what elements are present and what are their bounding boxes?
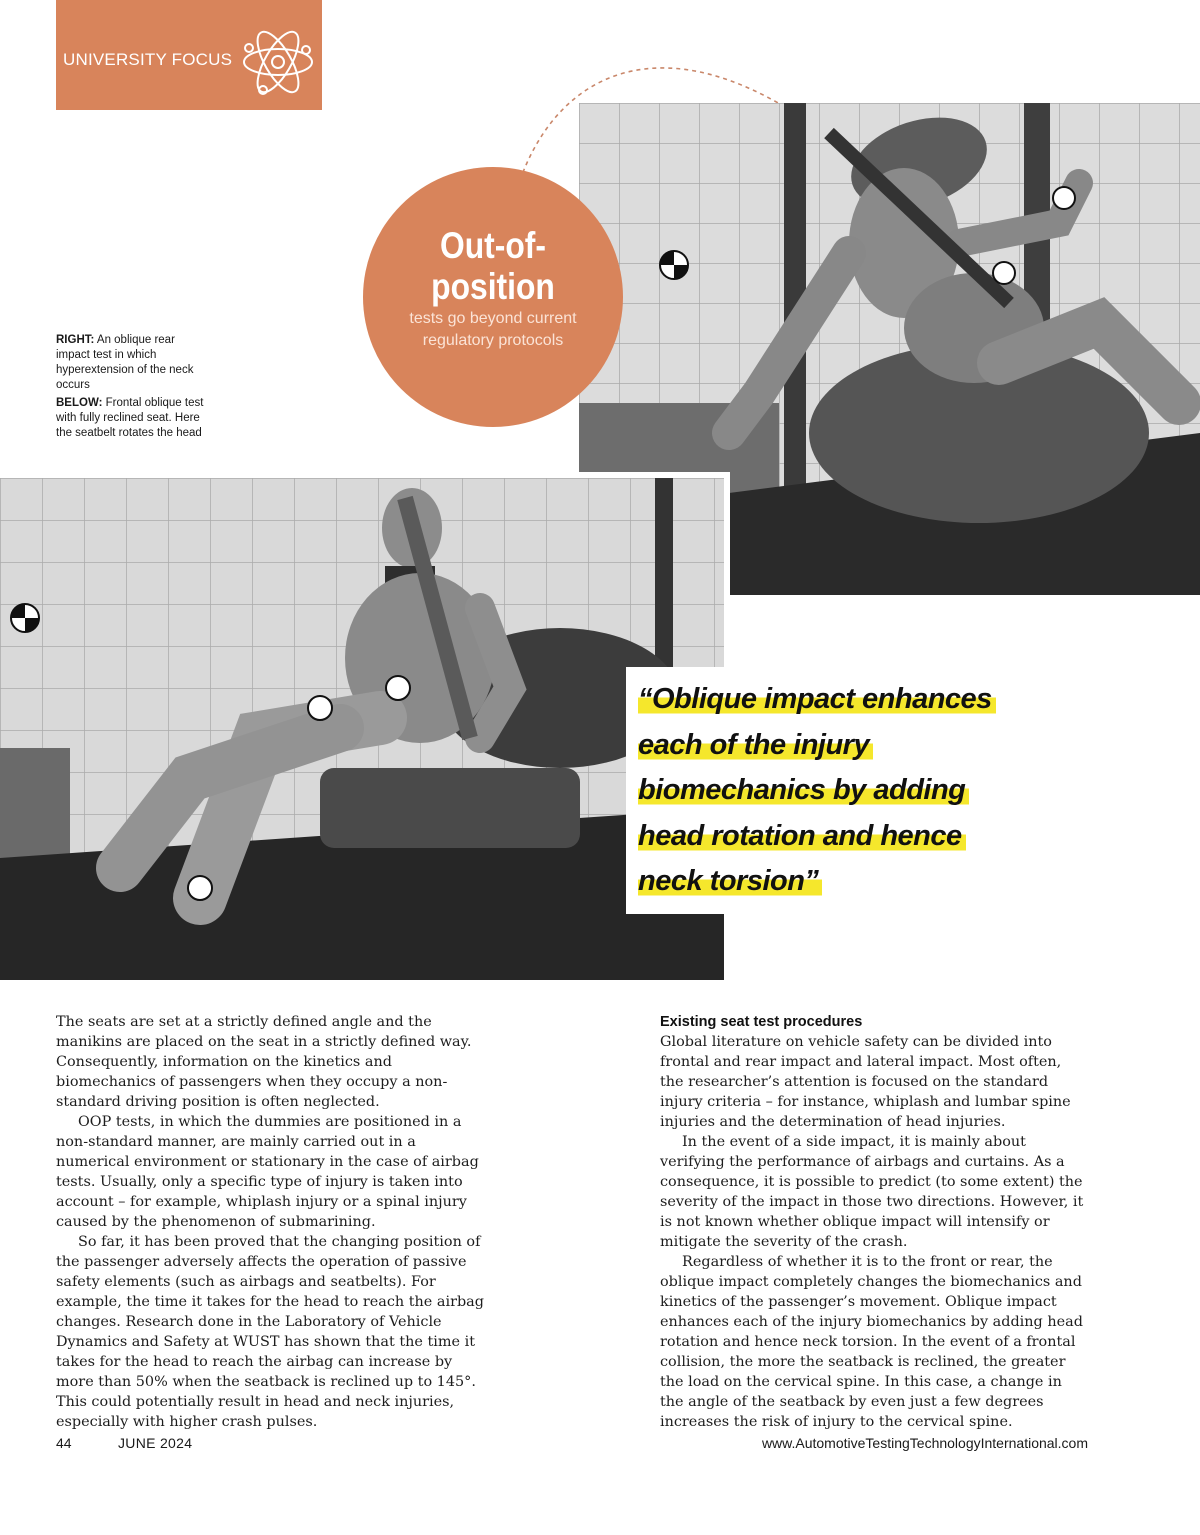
body-paragraph: Global literature on vehicle safety can be divided into frontal and rear impact and lateral impact. Most often, the researcher’s attention is focused on the standard injury criteria – for instance, whiplash and lumbar spine injuries and the determination of head injuries.	[660, 1034, 1071, 1130]
caption-below: BELOW: Frontal oblique test with fully reclined seat. Here the seatbelt rotates the head	[56, 397, 204, 439]
body-paragraph: In the event of a side impact, it is mainly about verifying the performance of airbags and curtains. As a consequence, it is possible to predict (to some extent) the severity of the impact in those two directions. However, it is not known whether oblique impact will intensify or mitigate the severity of the crash.	[660, 1134, 1084, 1250]
body-column-left	[56, 1012, 484, 1432]
callout-headline: Out-of-position	[431, 225, 555, 307]
callout-circle	[363, 167, 623, 427]
body-paragraph: The seats are set at a strictly defined angle and the manikins are placed on the seat in a strictly defined way. Consequently, information on the kinetics and biomechanics of passengers when they occupy a non-standard driving position is often neglected.	[56, 1014, 472, 1110]
body-paragraph: So far, it has been proved that the changing position of the passenger adversely affects the operation of passive safety elements (such as airbags and seatbelts). For example, the time it takes for the head to reach the airbag changes. Research done in the Laboratory of Vehicle Dynamics and Safety at WUST has shown that the time it takes for the head to reach the airbag can increase by more than 50% when the seatback is reclined up to 145°. This could potentially result in head and neck injuries, especially with higher crash pulses.	[56, 1234, 484, 1430]
body-paragraph: Regardless of whether it is to the front or rear, the oblique impact completely changes the biomechanics and kinetics of the passenger’s movement. Oblique impact enhances each of the injury biomechanics by adding head rotation and hence neck torsion. In the event of a frontal collision, the more the seatback is reclined, the greater the load on the cervical spine. In this case, a change in the angle of the seatback by even just a few degrees increases the risk of injury to the cervical spine.	[660, 1254, 1083, 1430]
pull-quote	[638, 677, 1048, 905]
issue-date: JUNE 2024	[118, 1435, 193, 1451]
photo-frontal-oblique-reclined	[0, 472, 730, 980]
subheading: Existing seat test procedures	[660, 1014, 863, 1030]
quote-line: neck torsion”	[638, 865, 822, 897]
callout-subtext: tests go beyond current regulatory protocols	[409, 310, 577, 349]
quote-line: each of the injury	[638, 729, 873, 761]
section-tag	[56, 0, 322, 110]
body-column-right	[660, 1012, 1088, 1432]
caption-right: RIGHT: An oblique rear impact test in which hyperextension of the neck occurs	[56, 334, 194, 391]
pull-quote-box	[626, 667, 1046, 914]
photo-captions	[56, 333, 206, 444]
section-label: UNIVERSITY FOCUS	[63, 50, 233, 69]
website-url: www.AutomotiveTestingTechnologyInternational.com	[761, 1435, 1088, 1451]
quote-line: head rotation and hence	[638, 820, 966, 852]
body-paragraph: OOP tests, in which the dummies are positioned in a non-standard manner, are mainly carried out in a numerical environment or stationary in the case of airbag tests. Usually, only a specific type of injury is taken into account – for example, whiplash injury or a spinal injury caused by the phenomenon of submarining.	[56, 1114, 479, 1230]
page-number: 44	[56, 1435, 72, 1451]
quote-line: “Oblique impact enhances	[638, 683, 996, 715]
atom-icon	[240, 24, 316, 100]
quote-line: biomechanics by adding	[638, 774, 969, 806]
